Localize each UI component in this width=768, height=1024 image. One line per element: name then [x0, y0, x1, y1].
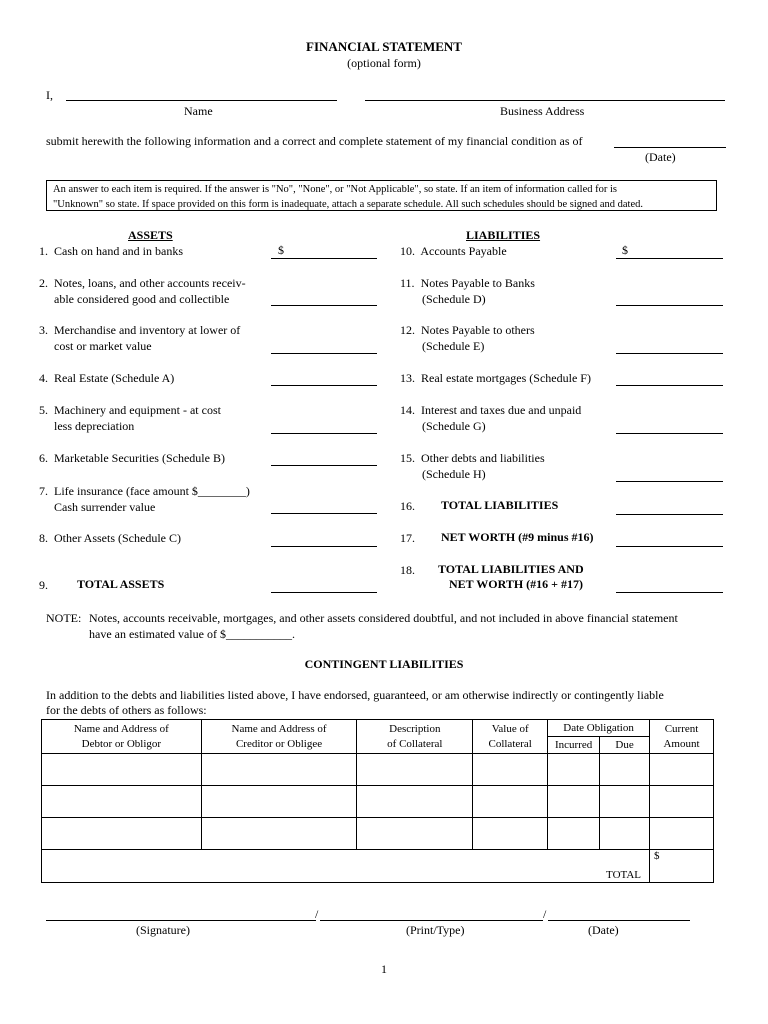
table-row — [42, 818, 714, 850]
asset-8-amount-field[interactable] — [271, 546, 377, 547]
item-label: Cash on hand and in banks — [54, 244, 183, 258]
contingent-intro-line-2: for the debts of others as follows: — [46, 703, 207, 717]
total-liabilities-and-net-worth-label-2: NET WORTH (#16 + #17) — [449, 577, 583, 591]
print-type-field[interactable] — [320, 920, 543, 921]
col-header-current-amount: Current Amount — [650, 720, 714, 754]
signature-date-label: (Date) — [588, 923, 619, 937]
print-type-label: (Print/Type) — [406, 923, 465, 937]
col-header-description: Description of Collateral — [357, 720, 473, 754]
total-label: TOTAL — [42, 850, 650, 883]
table-row — [42, 786, 714, 818]
item-number: 1. — [39, 244, 48, 258]
col-header-creditor: Name and Address of Creditor or Obligee — [201, 720, 357, 754]
table-cell[interactable] — [357, 754, 473, 786]
asset-4-amount-field[interactable] — [271, 385, 377, 386]
table-cell[interactable] — [201, 818, 357, 850]
total-liabilities-label: TOTAL LIABILITIES — [441, 498, 559, 512]
asset-3-amount-field[interactable] — [271, 353, 377, 354]
liability-item-12: 12. Notes Payable to others (Schedule E) — [400, 323, 535, 353]
asset-item-9-number: 9. — [39, 578, 48, 592]
i-label: I, — [46, 88, 53, 102]
col-header-due: Due — [600, 737, 650, 754]
table-cell[interactable] — [473, 818, 548, 850]
table-cell[interactable] — [548, 786, 600, 818]
table-cell[interactable] — [473, 786, 548, 818]
signature-date-field[interactable] — [548, 920, 690, 921]
net-worth-label: NET WORTH (#9 minus #16) — [441, 530, 594, 544]
asset-item-1 — [39, 243, 183, 259]
table-cell[interactable] — [650, 786, 714, 818]
table-cell[interactable] — [42, 754, 202, 786]
table-cell[interactable] — [600, 818, 650, 850]
col-header-debtor: Name and Address of Debtor or Obligor — [42, 720, 202, 754]
signature-slash-2: / — [543, 907, 547, 921]
table-cell[interactable] — [650, 754, 714, 786]
liability-13-amount-field[interactable] — [616, 385, 723, 386]
table-total-row — [42, 850, 714, 883]
asset-item-6: 6. Marketable Securities (Schedule B) — [39, 451, 225, 465]
col-header-value: Value of Collateral — [473, 720, 548, 754]
asset-item-7: 7. Life insurance (face amount $________) Cash surrender value — [39, 484, 250, 514]
total-liabilities-field[interactable] — [616, 514, 723, 515]
signature-label: (Signature) — [136, 923, 190, 937]
statement-date-field[interactable] — [614, 147, 726, 148]
table-cell[interactable] — [650, 818, 714, 850]
signature-field[interactable] — [46, 920, 316, 921]
name-field[interactable] — [66, 100, 337, 101]
business-address-field[interactable] — [365, 100, 725, 101]
asset-item-4: 4. Real Estate (Schedule A) — [39, 371, 175, 385]
form-title: FINANCIAL STATEMENT — [306, 39, 462, 54]
total-assets-label: TOTAL ASSETS — [77, 577, 165, 591]
total-liabilities-and-net-worth-field[interactable] — [616, 592, 723, 593]
asset-5-amount-field[interactable] — [271, 433, 377, 434]
assets-heading: ASSETS — [128, 228, 173, 242]
liability-12-amount-field[interactable] — [616, 353, 723, 354]
liability-item-14: 14. Interest and taxes due and unpaid (Schedule G) — [400, 403, 582, 433]
liability-item-15: 15. Other debts and liabilities (Schedule H) — [400, 451, 545, 481]
table-cell[interactable] — [201, 786, 357, 818]
page-number: 1 — [381, 962, 387, 976]
liability-item-11: 11. Notes Payable to Banks (Schedule D) — [400, 276, 535, 306]
liability-dollar-sign: $ — [622, 243, 628, 257]
liability-11-amount-field[interactable] — [616, 305, 723, 306]
liability-item-13: 13. Real estate mortgages (Schedule F) — [400, 371, 591, 385]
asset-6-amount-field[interactable] — [271, 465, 377, 466]
business-address-label: Business Address — [500, 104, 585, 118]
liability-15-amount-field[interactable] — [616, 481, 723, 482]
liabilities-heading: LIABILITIES — [466, 228, 541, 242]
table-cell[interactable] — [42, 786, 202, 818]
form-subtitle: (optional form) — [347, 56, 421, 70]
total-dollar-sign: $ — [654, 850, 660, 862]
liability-item-18-number: 18. — [400, 563, 415, 577]
table-cell[interactable] — [600, 786, 650, 818]
col-header-date-obligation: Date Obligation — [548, 720, 650, 737]
total-assets-field[interactable] — [271, 592, 377, 593]
note-line-2: have an estimated value of $___________. — [89, 627, 295, 641]
table-cell[interactable] — [42, 818, 202, 850]
note-label: NOTE: — [46, 611, 82, 625]
instructions-line-1: An answer to each item is required. If the answer is "No", "None", or "Not Applicable", so state. If an item of information called for is — [53, 184, 617, 195]
instructions-box — [46, 180, 717, 211]
asset-1-amount-field[interactable] — [271, 258, 377, 259]
submit-statement-text: submit herewith the following information and a correct and complete statement of my financial condition as of — [46, 134, 583, 148]
table-cell[interactable] — [357, 786, 473, 818]
contingent-intro-line-1: In addition to the debts and liabilities listed above, I have endorsed, guaranteed, or am otherwise indirectly or contingently liable — [46, 688, 664, 702]
table-cell[interactable] — [548, 818, 600, 850]
asset-2-amount-field[interactable] — [271, 305, 377, 306]
table-cell[interactable] — [201, 754, 357, 786]
table-cell[interactable] — [600, 754, 650, 786]
liability-item-16-number: 16. — [400, 499, 415, 513]
table-row — [42, 754, 714, 786]
net-worth-field[interactable] — [616, 546, 723, 547]
statement-date-label: (Date) — [645, 150, 676, 164]
instructions-line-2: "Unknown" so state. If space provided on this form is inadequate, attach a separate schedule. All such schedules should be signed and dated. — [53, 199, 643, 210]
contingent-liabilities-heading: CONTINGENT LIABILITIES — [304, 657, 464, 671]
total-amount-field[interactable] — [650, 850, 714, 883]
table-cell[interactable] — [473, 754, 548, 786]
total-liabilities-and-net-worth-label: TOTAL LIABILITIES AND — [438, 562, 584, 576]
liability-10-amount-field[interactable] — [616, 258, 723, 259]
liability-14-amount-field[interactable] — [616, 433, 723, 434]
signature-slash-1: / — [315, 907, 319, 921]
table-cell[interactable] — [548, 754, 600, 786]
asset-item-5: 5. Machinery and equipment - at cost less depreciation — [39, 403, 221, 433]
asset-item-8: 8. Other Assets (Schedule C) — [39, 531, 181, 545]
asset-item-3: 3. Merchandise and inventory at lower of cost or market value — [39, 323, 241, 353]
name-label: Name — [184, 104, 213, 118]
asset-7-amount-field[interactable] — [271, 513, 377, 514]
liability-item-10: 10. Accounts Payable — [400, 244, 507, 258]
table-cell[interactable] — [357, 818, 473, 850]
col-header-incurred: Incurred — [548, 737, 600, 754]
asset-item-2: 2. Notes, loans, and other accounts receiv- able considered good and collectible — [39, 276, 246, 306]
contingent-liabilities-table — [41, 719, 714, 883]
asset-dollar-sign: $ — [278, 243, 284, 257]
note-line-1: Notes, accounts receivable, mortgages, and other assets considered doubtful, and not included in above financial statement — [89, 611, 678, 625]
liability-item-17-number: 17. — [400, 531, 415, 545]
